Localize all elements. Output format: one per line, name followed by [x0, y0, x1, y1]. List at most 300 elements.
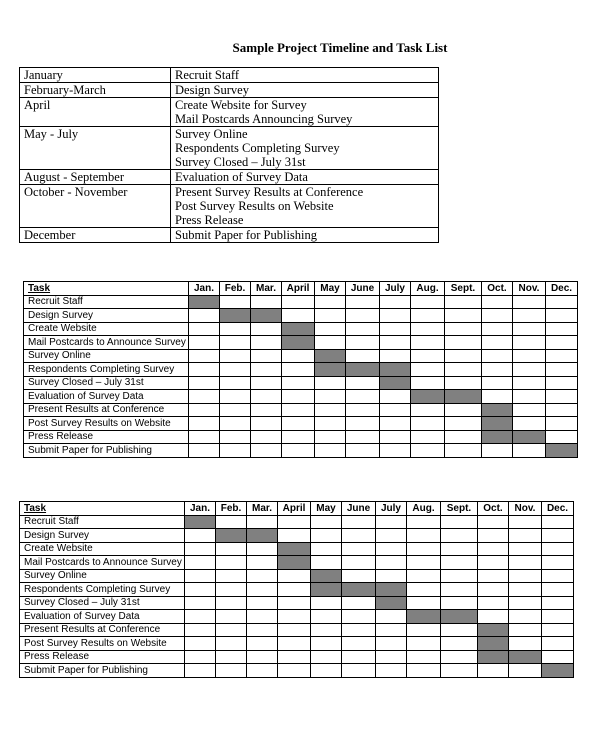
gantt-bar-cell [376, 583, 407, 597]
gantt-chart-1 [23, 281, 578, 458]
gantt-empty-cell [509, 556, 542, 570]
gantt-empty-cell [376, 650, 407, 664]
gantt-bar-cell [482, 403, 513, 417]
gantt-empty-cell [189, 417, 220, 431]
gantt-task-label: Evaluation of Survey Data [20, 610, 185, 624]
gantt-task-label: Design Survey [20, 529, 185, 543]
gantt-bar-cell [189, 295, 220, 309]
gantt-empty-cell [251, 403, 282, 417]
gantt-row [24, 376, 578, 390]
gantt-empty-cell [311, 556, 342, 570]
timeline-tasks [171, 83, 439, 98]
timeline-task: Post Survey Results on Website [175, 199, 334, 213]
gantt-empty-cell [282, 376, 315, 390]
gantt-empty-cell [189, 363, 220, 377]
timeline-task: Create Website for Survey [175, 98, 307, 112]
gantt-empty-cell [220, 336, 251, 350]
gantt-empty-cell [216, 542, 247, 556]
page-title: Sample Project Timeline and Task List [232, 40, 448, 55]
gantt-empty-cell [189, 376, 220, 390]
gantt-empty-cell [478, 569, 509, 583]
gantt-empty-cell [282, 417, 315, 431]
gantt-empty-cell [513, 336, 546, 350]
gantt-empty-cell [282, 349, 315, 363]
gantt-task-label: Respondents Completing Survey [24, 363, 189, 377]
gantt-empty-cell [251, 417, 282, 431]
gantt-empty-cell [407, 515, 441, 529]
gantt-empty-cell [482, 295, 513, 309]
gantt-empty-cell [216, 637, 247, 651]
gantt-empty-cell [407, 623, 441, 637]
timeline-period: February-March [20, 83, 171, 98]
gantt-bar-cell [251, 309, 282, 323]
gantt-empty-cell [407, 637, 441, 651]
gantt-empty-cell [247, 556, 278, 570]
gantt-row [24, 417, 578, 431]
gantt-bar-cell [509, 650, 542, 664]
gantt-empty-cell [189, 322, 220, 336]
gantt-empty-cell [542, 542, 574, 556]
gantt-empty-cell [509, 542, 542, 556]
timeline-table [19, 67, 439, 243]
gantt-empty-cell [311, 650, 342, 664]
gantt-task-label: Submit Paper for Publishing [24, 444, 189, 458]
gantt-empty-cell [441, 596, 478, 610]
gantt-empty-cell [509, 637, 542, 651]
gantt-empty-cell [546, 309, 578, 323]
gantt-empty-cell [315, 444, 346, 458]
timeline-row [20, 185, 439, 228]
gantt-task-label: Create Website [24, 322, 189, 336]
gantt-empty-cell [251, 336, 282, 350]
gantt-empty-cell [376, 529, 407, 543]
gantt-empty-cell [346, 309, 380, 323]
gantt-empty-cell [376, 664, 407, 678]
gantt-bar-cell [380, 363, 411, 377]
timeline-period: December [20, 228, 171, 243]
timeline-task: Evaluation of Survey Data [175, 170, 308, 184]
gantt-empty-cell [189, 309, 220, 323]
gantt-empty-cell [216, 569, 247, 583]
gantt-empty-cell [189, 336, 220, 350]
gantt-empty-cell [380, 430, 411, 444]
gantt-row [20, 650, 574, 664]
gantt-empty-cell [185, 569, 216, 583]
gantt-empty-cell [342, 623, 376, 637]
gantt-empty-cell [342, 556, 376, 570]
gantt-empty-cell [311, 596, 342, 610]
timeline-period: January [20, 68, 171, 83]
gantt-month-header: April [282, 282, 315, 296]
gantt-empty-cell [247, 650, 278, 664]
gantt-empty-cell [220, 363, 251, 377]
gantt-task-label: Present Results at Conference [24, 403, 189, 417]
gantt-empty-cell [346, 322, 380, 336]
gantt-empty-cell [278, 515, 311, 529]
gantt-empty-cell [445, 403, 482, 417]
gantt-month-header: April [278, 502, 311, 516]
timeline-task: Submit Paper for Publishing [175, 228, 318, 242]
gantt-month-header: Sept. [441, 502, 478, 516]
gantt-month-header: Feb. [216, 502, 247, 516]
gantt-empty-cell [282, 309, 315, 323]
gantt-empty-cell [411, 403, 445, 417]
timeline-period: August - September [20, 170, 171, 185]
gantt-empty-cell [311, 542, 342, 556]
timeline-task: Mail Postcards Announcing Survey [175, 112, 353, 126]
gantt-task-label: Survey Online [24, 349, 189, 363]
gantt-empty-cell [542, 515, 574, 529]
gantt-row [24, 403, 578, 417]
gantt-month-header: Nov. [513, 282, 546, 296]
gantt-empty-cell [542, 610, 574, 624]
gantt-task-label: Recruit Staff [20, 515, 185, 529]
gantt-empty-cell [342, 596, 376, 610]
gantt-bar-cell [346, 363, 380, 377]
gantt-month-header: Nov. [509, 502, 542, 516]
gantt-empty-cell [220, 322, 251, 336]
gantt-empty-cell [216, 583, 247, 597]
gantt-empty-cell [315, 336, 346, 350]
gantt-empty-cell [509, 583, 542, 597]
gantt-bar-cell [315, 349, 346, 363]
gantt-month-header: Dec. [546, 282, 578, 296]
gantt-bar-cell [542, 664, 574, 678]
timeline-task: Press Release [175, 213, 244, 227]
gantt-empty-cell [482, 444, 513, 458]
gantt-empty-cell [220, 417, 251, 431]
gantt-empty-cell [342, 610, 376, 624]
gantt-task-label: Post Survey Results on Website [20, 637, 185, 651]
gantt-header-row [24, 282, 578, 296]
gantt-empty-cell [542, 569, 574, 583]
gantt-empty-cell [546, 376, 578, 390]
gantt-month-header: Mar. [251, 282, 282, 296]
gantt-empty-cell [380, 309, 411, 323]
gantt-empty-cell [376, 610, 407, 624]
gantt-month-header: Jan. [189, 282, 220, 296]
gantt-task-label: Respondents Completing Survey [20, 583, 185, 597]
gantt-task-label: Mail Postcards to Announce Survey [24, 336, 189, 350]
gantt-empty-cell [478, 529, 509, 543]
timeline-row [20, 170, 439, 185]
gantt-empty-cell [189, 390, 220, 404]
gantt-empty-cell [185, 650, 216, 664]
gantt-empty-cell [445, 417, 482, 431]
gantt-empty-cell [546, 295, 578, 309]
gantt-empty-cell [445, 322, 482, 336]
gantt-empty-cell [278, 664, 311, 678]
gantt-month-header: Feb. [220, 282, 251, 296]
gantt-empty-cell [513, 444, 546, 458]
gantt-empty-cell [376, 623, 407, 637]
gantt-empty-cell [411, 295, 445, 309]
gantt-empty-cell [185, 583, 216, 597]
gantt-bar-cell [478, 623, 509, 637]
gantt-empty-cell [380, 390, 411, 404]
gantt-bar-cell [478, 650, 509, 664]
gantt-month-header: Aug. [407, 502, 441, 516]
gantt-empty-cell [220, 403, 251, 417]
gantt-empty-cell [185, 529, 216, 543]
gantt-chart-2 [19, 501, 574, 678]
gantt-empty-cell [278, 529, 311, 543]
gantt-empty-cell [441, 583, 478, 597]
timeline-row [20, 98, 439, 127]
gantt-empty-cell [342, 542, 376, 556]
gantt-task-label: Create Website [20, 542, 185, 556]
gantt-empty-cell [509, 623, 542, 637]
gantt-row [20, 583, 574, 597]
gantt-empty-cell [546, 349, 578, 363]
gantt-empty-cell [376, 569, 407, 583]
gantt-bar-cell [278, 556, 311, 570]
gantt-empty-cell [376, 542, 407, 556]
timeline-row [20, 228, 439, 243]
timeline-task: Present Survey Results at Conference [175, 185, 364, 199]
gantt-month-header: July [380, 282, 411, 296]
gantt-empty-cell [411, 376, 445, 390]
gantt-empty-cell [346, 349, 380, 363]
gantt-empty-cell [247, 569, 278, 583]
gantt-empty-cell [278, 569, 311, 583]
gantt-empty-cell [251, 322, 282, 336]
gantt-empty-cell [346, 336, 380, 350]
gantt-bar-cell [311, 583, 342, 597]
gantt-empty-cell [478, 556, 509, 570]
gantt-empty-cell [189, 403, 220, 417]
gantt-month-header: June [346, 282, 380, 296]
gantt-empty-cell [509, 596, 542, 610]
gantt-empty-cell [247, 664, 278, 678]
gantt-empty-cell [546, 390, 578, 404]
gantt-empty-cell [380, 444, 411, 458]
gantt-empty-cell [407, 583, 441, 597]
gantt-empty-cell [251, 376, 282, 390]
gantt-bar-cell [342, 583, 376, 597]
gantt-empty-cell [513, 376, 546, 390]
gantt-empty-cell [251, 430, 282, 444]
gantt-empty-cell [445, 430, 482, 444]
gantt-empty-cell [346, 403, 380, 417]
gantt-empty-cell [407, 650, 441, 664]
gantt-empty-cell [315, 322, 346, 336]
gantt-empty-cell [278, 583, 311, 597]
gantt-empty-cell [411, 336, 445, 350]
gantt-empty-cell [380, 322, 411, 336]
gantt-empty-cell [542, 596, 574, 610]
gantt-empty-cell [315, 390, 346, 404]
timeline-tasks [171, 68, 439, 83]
gantt-empty-cell [441, 623, 478, 637]
gantt-empty-cell [445, 295, 482, 309]
gantt-empty-cell [376, 556, 407, 570]
gantt-task-header: Task [20, 502, 185, 516]
gantt-empty-cell [342, 515, 376, 529]
gantt-task-label: Survey Closed – July 31st [20, 596, 185, 610]
gantt-empty-cell [411, 430, 445, 444]
gantt-empty-cell [478, 664, 509, 678]
gantt-empty-cell [445, 309, 482, 323]
gantt-empty-cell [251, 349, 282, 363]
gantt-empty-cell [482, 376, 513, 390]
gantt-empty-cell [478, 515, 509, 529]
gantt-empty-cell [216, 596, 247, 610]
timeline-tasks [171, 185, 439, 228]
gantt-empty-cell [509, 664, 542, 678]
gantt-empty-cell [216, 515, 247, 529]
gantt-month-header: Aug. [411, 282, 445, 296]
gantt-empty-cell [185, 623, 216, 637]
gantt-row [24, 444, 578, 458]
gantt-empty-cell [411, 417, 445, 431]
gantt-row [20, 515, 574, 529]
gantt-empty-cell [282, 403, 315, 417]
gantt-empty-cell [282, 430, 315, 444]
gantt-empty-cell [185, 637, 216, 651]
gantt-bar-cell [315, 363, 346, 377]
gantt-empty-cell [216, 556, 247, 570]
gantt-bar-cell [411, 390, 445, 404]
gantt-empty-cell [546, 322, 578, 336]
gantt-empty-cell [509, 569, 542, 583]
timeline-period: April [20, 98, 171, 127]
gantt-row [20, 529, 574, 543]
gantt-empty-cell [278, 596, 311, 610]
gantt-empty-cell [445, 376, 482, 390]
gantt-bar-cell [546, 444, 578, 458]
gantt-empty-cell [278, 610, 311, 624]
gantt-empty-cell [411, 349, 445, 363]
gantt-empty-cell [185, 542, 216, 556]
gantt-bar-cell [282, 336, 315, 350]
gantt-empty-cell [411, 309, 445, 323]
gantt-row [24, 363, 578, 377]
gantt-empty-cell [376, 515, 407, 529]
gantt-empty-cell [380, 336, 411, 350]
timeline-row [20, 127, 439, 170]
gantt-month-header: May [315, 282, 346, 296]
gantt-empty-cell [247, 583, 278, 597]
gantt-empty-cell [282, 444, 315, 458]
gantt-empty-cell [411, 322, 445, 336]
gantt-empty-cell [346, 430, 380, 444]
gantt-empty-cell [220, 444, 251, 458]
timeline-tasks [171, 170, 439, 185]
gantt-empty-cell [513, 349, 546, 363]
gantt-row [20, 610, 574, 624]
gantt-empty-cell [251, 390, 282, 404]
gantt-empty-cell [216, 650, 247, 664]
gantt-empty-cell [478, 596, 509, 610]
gantt-empty-cell [542, 650, 574, 664]
gantt-empty-cell [220, 430, 251, 444]
gantt-empty-cell [220, 349, 251, 363]
gantt-empty-cell [282, 295, 315, 309]
gantt-task-label: Press Release [24, 430, 189, 444]
gantt-bar-cell [441, 610, 478, 624]
gantt-row [24, 322, 578, 336]
gantt-month-header: Mar. [247, 502, 278, 516]
gantt-task-label: Survey Online [20, 569, 185, 583]
gantt-empty-cell [513, 403, 546, 417]
gantt-empty-cell [513, 363, 546, 377]
gantt-empty-cell [216, 664, 247, 678]
gantt-task-label: Survey Closed – July 31st [24, 376, 189, 390]
gantt-empty-cell [247, 596, 278, 610]
gantt-empty-cell [220, 376, 251, 390]
gantt-empty-cell [482, 349, 513, 363]
gantt-row [24, 309, 578, 323]
gantt-empty-cell [509, 529, 542, 543]
gantt-empty-cell [220, 390, 251, 404]
timeline-task: Respondents Completing Survey [175, 141, 340, 155]
gantt-bar-cell [407, 610, 441, 624]
gantt-empty-cell [380, 417, 411, 431]
gantt-row [20, 623, 574, 637]
gantt-empty-cell [346, 417, 380, 431]
gantt-empty-cell [407, 542, 441, 556]
gantt-empty-cell [185, 556, 216, 570]
gantt-empty-cell [315, 376, 346, 390]
gantt-task-label: Recruit Staff [24, 295, 189, 309]
gantt-bar-cell [482, 430, 513, 444]
gantt-task-label: Mail Postcards to Announce Survey [20, 556, 185, 570]
gantt-month-header: Oct. [482, 282, 513, 296]
gantt-bar-cell [380, 376, 411, 390]
gantt-empty-cell [380, 403, 411, 417]
gantt-row [24, 430, 578, 444]
gantt-month-header: July [376, 502, 407, 516]
gantt-empty-cell [482, 309, 513, 323]
gantt-empty-cell [247, 515, 278, 529]
gantt-empty-cell [247, 610, 278, 624]
gantt-empty-cell [189, 349, 220, 363]
timeline-task: Survey Closed – July 31st [175, 155, 306, 169]
gantt-empty-cell [546, 336, 578, 350]
gantt-row [20, 556, 574, 570]
gantt-empty-cell [445, 444, 482, 458]
gantt-empty-cell [513, 295, 546, 309]
gantt-empty-cell [342, 650, 376, 664]
gantt-empty-cell [380, 349, 411, 363]
gantt-bar-cell [376, 596, 407, 610]
gantt-empty-cell [441, 637, 478, 651]
gantt-empty-cell [380, 295, 411, 309]
gantt-empty-cell [311, 623, 342, 637]
gantt-empty-cell [315, 295, 346, 309]
gantt-empty-cell [342, 637, 376, 651]
gantt-task-header: Task [24, 282, 189, 296]
timeline-task: Design Survey [175, 83, 249, 97]
gantt-empty-cell [346, 444, 380, 458]
gantt-row [24, 336, 578, 350]
timeline-tasks [171, 127, 439, 170]
gantt-month-header: June [342, 502, 376, 516]
gantt-row [24, 349, 578, 363]
gantt-month-header: May [311, 502, 342, 516]
gantt-empty-cell [542, 556, 574, 570]
gantt-empty-cell [282, 390, 315, 404]
gantt-empty-cell [185, 596, 216, 610]
gantt-task-label: Design Survey [24, 309, 189, 323]
gantt-empty-cell [411, 363, 445, 377]
gantt-bar-cell [216, 529, 247, 543]
gantt-empty-cell [342, 664, 376, 678]
gantt-bar-cell [311, 569, 342, 583]
gantt-empty-cell [346, 390, 380, 404]
gantt-empty-cell [278, 650, 311, 664]
